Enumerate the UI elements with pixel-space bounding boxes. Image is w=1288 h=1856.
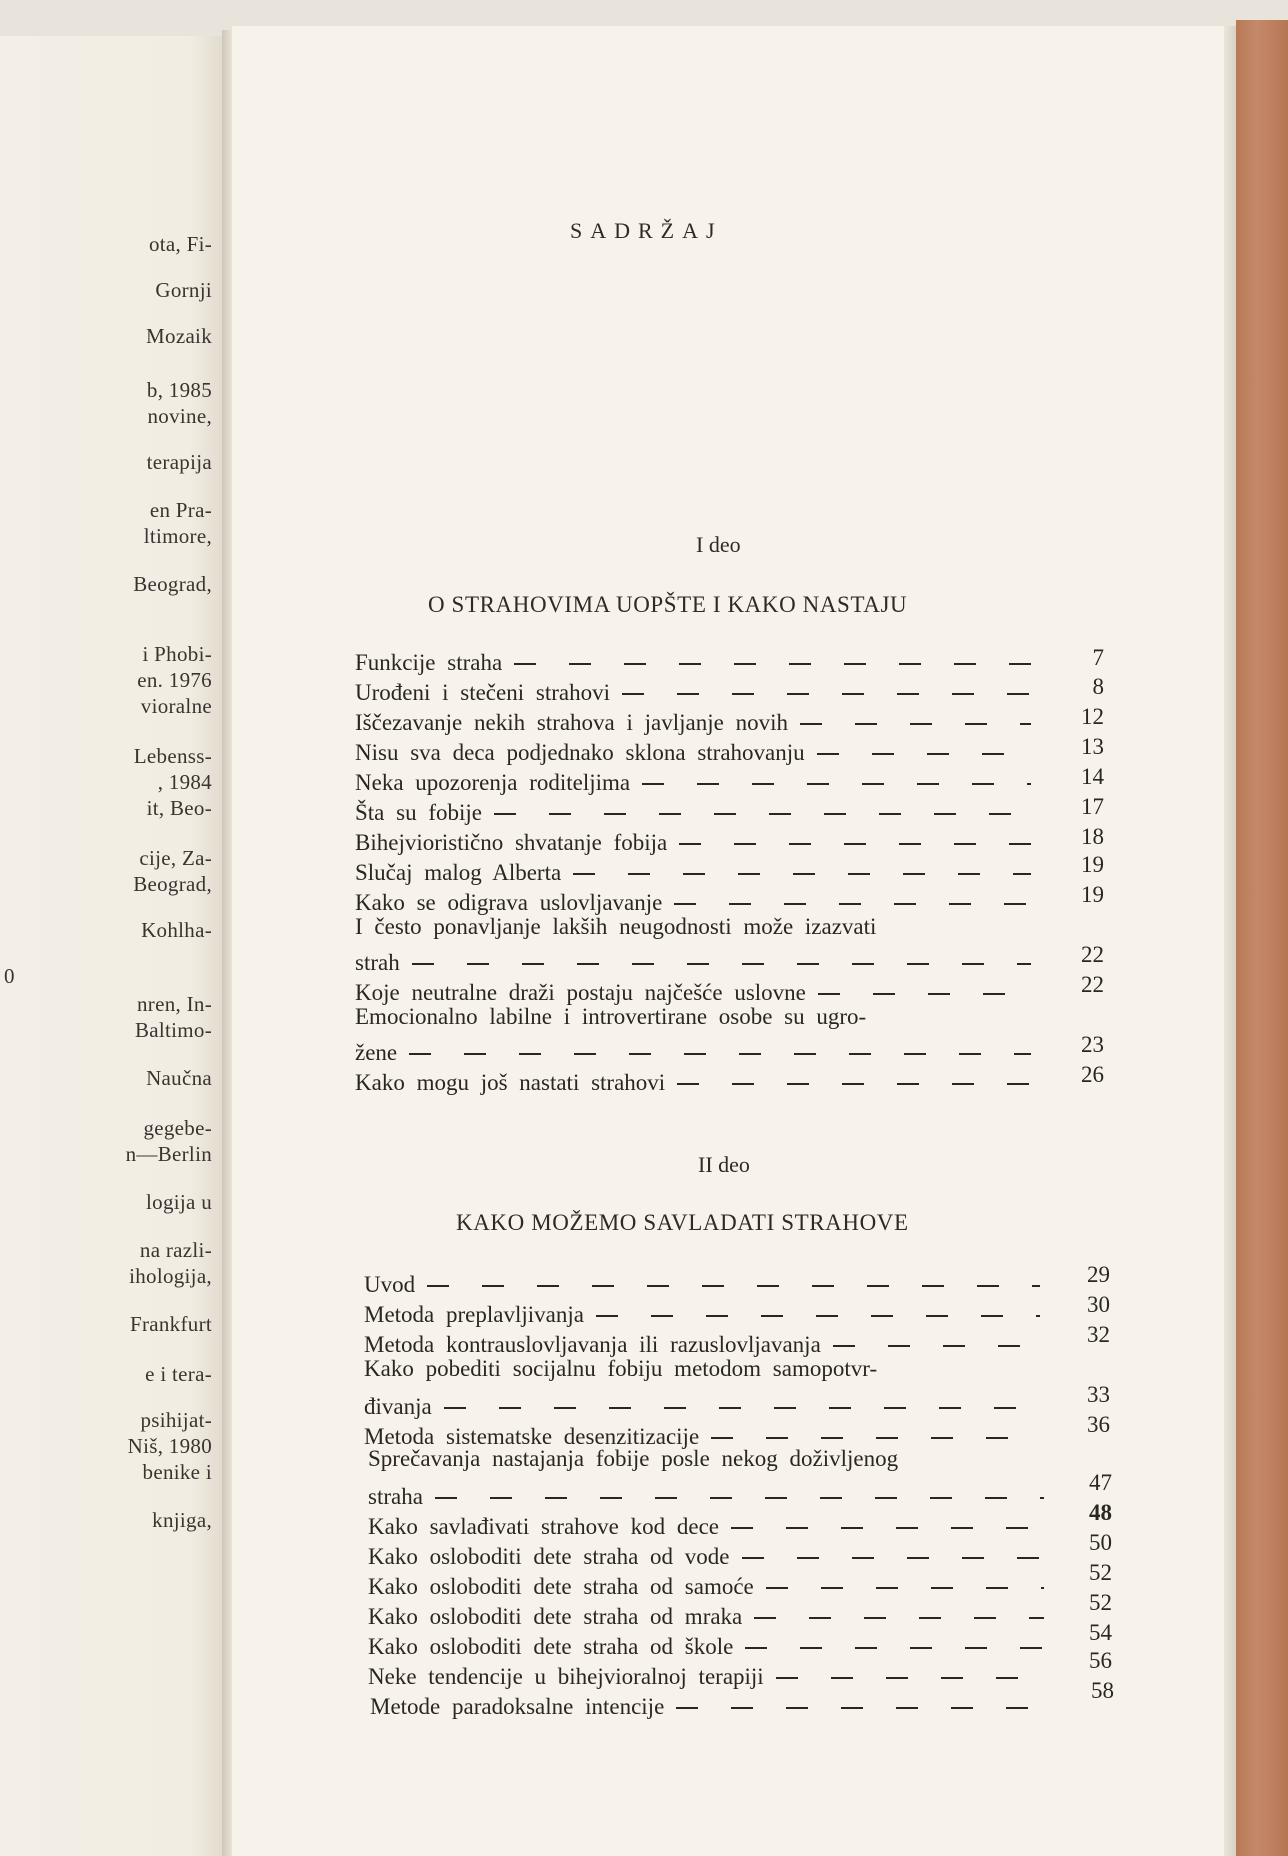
toc-entry[interactable] — [364, 1328, 1044, 1358]
left-page-text: benike i — [142, 1460, 212, 1484]
toc-entry-title: đivanja — [364, 1394, 432, 1419]
left-page-text: Naučna — [146, 1066, 212, 1090]
toc-leader — [679, 843, 1031, 845]
left-page-text: gegebe- — [143, 1116, 212, 1140]
toc-leader — [776, 1677, 1044, 1679]
toc-entry-page: 30 — [1087, 1292, 1110, 1317]
toc-leader — [818, 993, 1031, 995]
toc-entry-title: Metode paradoksalne intencije — [370, 1694, 665, 1719]
toc-leader — [742, 1557, 1044, 1559]
toc-entry[interactable] — [355, 976, 1035, 1006]
toc-entry-page: 48 — [1089, 1500, 1112, 1525]
toc-leader — [427, 1285, 1040, 1287]
left-page-text: vioralne — [140, 694, 212, 718]
toc-entry[interactable] — [368, 1570, 1048, 1600]
toc-entry-page: 23 — [1081, 1032, 1104, 1057]
part-label: II deo — [698, 1152, 750, 1177]
toc-entry-page: 54 — [1089, 1620, 1112, 1645]
left-page-text: Beograd, — [133, 572, 212, 596]
left-page-text: Lebenss- — [133, 744, 212, 768]
toc-entry-title: straha — [368, 1484, 423, 1509]
toc-entry-title: Kako osloboditi dete straha od mraka — [368, 1604, 743, 1629]
toc-entry-page: 26 — [1081, 1062, 1104, 1087]
left-page-text: Mozaik — [146, 324, 212, 348]
toc-entry-page: 8 — [1092, 674, 1104, 699]
toc-heading: SADRŽAJ — [570, 218, 723, 243]
toc-leader — [833, 1345, 1040, 1347]
left-page-text: novine, — [147, 404, 212, 428]
left-page-text: psihijat- — [140, 1408, 212, 1432]
toc-entry-title: Neke tendencije u bihejvioralnoj terapiji — [368, 1664, 764, 1689]
toc-entry[interactable] — [364, 1298, 1044, 1328]
left-page-text: b, 1985 — [146, 378, 212, 402]
toc-entry[interactable] — [355, 766, 1035, 796]
toc-entry-title: Funkcije straha — [355, 650, 503, 675]
toc-entry-title: Koje neutralne draži postaju najčešće uslovne — [355, 980, 806, 1005]
left-page-text: n—Berlin — [125, 1142, 212, 1166]
left-page-text: nren, In- — [136, 992, 212, 1016]
toc-entry-page: 19 — [1081, 882, 1104, 907]
left-page-text: ltimore, — [143, 524, 212, 548]
toc-entry[interactable] — [355, 796, 1035, 826]
left-page-text: it, Beo- — [146, 796, 212, 820]
toc-entry[interactable] — [355, 856, 1035, 886]
toc-entry-page: 7 — [1092, 645, 1104, 670]
toc-entry-title: Kako se odigrava uslovljavanje — [355, 890, 663, 915]
left-page-text: en Pra- — [149, 498, 212, 522]
toc-entry-page: 17 — [1081, 794, 1104, 819]
toc-entry-page: 58 — [1091, 1678, 1114, 1703]
toc-entry-title: Metoda sistematske desenzitizacije — [364, 1424, 700, 1449]
toc-leader — [800, 723, 1031, 725]
left-page-text: Beograd, — [133, 872, 212, 896]
toc-entry-page: 52 — [1089, 1590, 1112, 1615]
left-page-text: ota, Fi- — [148, 232, 212, 256]
toc-entry[interactable] — [364, 1268, 1044, 1298]
toc-entry[interactable] — [368, 1510, 1048, 1540]
toc-entry-title: Neka upozorenja roditeljima — [355, 770, 631, 795]
toc-leader — [754, 1617, 1044, 1619]
left-page-text: ihologija, — [129, 1264, 212, 1288]
toc-entry-page: 32 — [1087, 1322, 1110, 1347]
toc-entry-first-line: Emocionalno labilne i introvertirane osobe su ugro- — [355, 1004, 867, 1029]
toc-entry[interactable] — [355, 826, 1035, 856]
toc-leader — [596, 1315, 1040, 1317]
toc-entry[interactable] — [364, 1390, 1044, 1420]
toc-entry[interactable] — [355, 946, 1035, 976]
toc-entry-page: 52 — [1089, 1560, 1112, 1585]
toc-entry-page: 47 — [1089, 1470, 1112, 1495]
toc-entry-page: 13 — [1081, 734, 1104, 759]
toc-leader — [435, 1497, 1044, 1499]
toc-entry-page: 14 — [1081, 764, 1104, 789]
toc-entry-page: 33 — [1087, 1382, 1110, 1407]
left-page-text: knjiga, — [152, 1508, 212, 1532]
part-title: KAKO MOŽEMO SAVLADATI STRAHOVE — [456, 1210, 909, 1235]
book-gutter — [222, 30, 232, 1856]
toc-entry-title: Kako savlađivati strahove kod dece — [368, 1514, 719, 1539]
left-page-text: Kohlha- — [141, 918, 212, 942]
toc-entry-title: Uvod — [364, 1272, 416, 1297]
toc-entry-title: strah — [355, 950, 400, 975]
left-page-text: e i tera- — [145, 1362, 212, 1386]
toc-leader — [731, 1527, 1044, 1529]
toc-entry-title: žene — [355, 1040, 398, 1065]
toc-entry[interactable] — [355, 1036, 1035, 1066]
left-page-text: Frankfurt — [129, 1312, 212, 1336]
toc-entry[interactable] — [368, 1660, 1048, 1690]
toc-entry[interactable] — [355, 736, 1035, 766]
left-page-text: , 1984 — [157, 770, 212, 794]
toc-leader — [674, 903, 1031, 905]
toc-entry-title: Kako mogu još nastati strahovi — [355, 1070, 666, 1095]
toc-leader — [677, 1083, 1031, 1085]
toc-leader — [444, 1407, 1040, 1409]
toc-entry[interactable] — [368, 1480, 1048, 1510]
toc-entry[interactable] — [355, 676, 1035, 706]
toc-leader — [817, 753, 1031, 755]
toc-entry-title: Metoda kontrauslovljavanja ili razuslovljavanja — [364, 1332, 821, 1357]
toc-entry[interactable] — [368, 1600, 1048, 1630]
left-page-text: cije, Za- — [139, 846, 212, 870]
toc-entry-title: Iščezavanje nekih strahova i javljanje novih — [355, 710, 788, 735]
left-page-text: terapija — [146, 450, 212, 474]
toc-leader — [622, 693, 1031, 695]
toc-entry-page: 18 — [1081, 824, 1104, 849]
left-page-text: 0 — [4, 964, 15, 988]
toc-entry-title: Urođeni i stečeni strahovi — [355, 680, 610, 705]
toc-leader — [412, 963, 1031, 965]
left-page-text: Baltimo- — [134, 1018, 212, 1042]
left-page-text: en. 1976 — [137, 668, 212, 692]
toc-entry[interactable] — [355, 706, 1035, 736]
toc-entry-first-line: I često ponavljanje lakših neugodnosti može izazvati — [355, 914, 877, 939]
toc-entry[interactable] — [368, 1540, 1048, 1570]
page-edge — [1224, 26, 1236, 1856]
part-title: O STRAHOVIMA UOPŠTE I KAKO NASTAJU — [428, 592, 908, 617]
toc-leader — [642, 783, 1031, 785]
toc-entry-title: Kako osloboditi dete straha od samoće — [368, 1574, 754, 1599]
toc-entry-page: 36 — [1087, 1412, 1110, 1437]
toc-entry-page: 56 — [1089, 1648, 1112, 1673]
left-page — [0, 36, 222, 1856]
toc-entry-page: 19 — [1081, 852, 1104, 877]
toc-entry-title: Metoda preplavljivanja — [364, 1302, 584, 1327]
toc-entry-title: Bihejvioristično shvatanje fobija — [355, 830, 668, 855]
toc-entry[interactable] — [355, 1066, 1035, 1096]
toc-entry-page: 29 — [1087, 1262, 1110, 1287]
toc-entry-page: 50 — [1089, 1530, 1112, 1555]
left-page-text: Gornji — [155, 278, 212, 302]
toc-leader — [494, 813, 1031, 815]
left-page-text: i Phobi- — [142, 642, 212, 666]
left-page-text: na razli- — [139, 1238, 212, 1262]
toc-entry-title: Nisu sva deca podjednako sklona strahovanju — [355, 740, 805, 765]
toc-leader — [745, 1647, 1044, 1649]
toc-entry-first-line: Kako pobediti socijalnu fobiju metodom samopotvr- — [364, 1356, 878, 1381]
toc-entry[interactable] — [355, 886, 1035, 916]
toc-entry-page: 22 — [1081, 942, 1104, 967]
toc-entry-page: 22 — [1081, 972, 1104, 997]
toc-leader — [409, 1053, 1031, 1055]
toc-leader — [711, 1437, 1040, 1439]
toc-entry-page: 12 — [1081, 704, 1104, 729]
toc-entry[interactable] — [368, 1630, 1048, 1660]
left-page-text: Niš, 1980 — [127, 1434, 212, 1458]
part-label: I deo — [696, 532, 741, 557]
toc-entry[interactable] — [355, 646, 1035, 676]
toc-entry-first-line: Sprečavanja nastajanja fobije posle nekog doživljenog — [368, 1446, 899, 1471]
toc-leader — [514, 663, 1031, 665]
toc-entry-title: Kako osloboditi dete straha od škole — [368, 1634, 734, 1659]
toc-entry-title: Slučaj malog Alberta — [355, 860, 562, 885]
book-cover — [1236, 20, 1288, 1856]
toc-leader — [766, 1587, 1044, 1589]
toc-entry[interactable] — [370, 1690, 1050, 1720]
left-page-text: logija u — [146, 1190, 212, 1214]
toc-entry-title: Šta su fobije — [355, 800, 482, 825]
toc-leader — [676, 1707, 1046, 1709]
toc-entry-title: Kako osloboditi dete straha od vode — [368, 1544, 730, 1569]
toc-leader — [573, 873, 1031, 875]
